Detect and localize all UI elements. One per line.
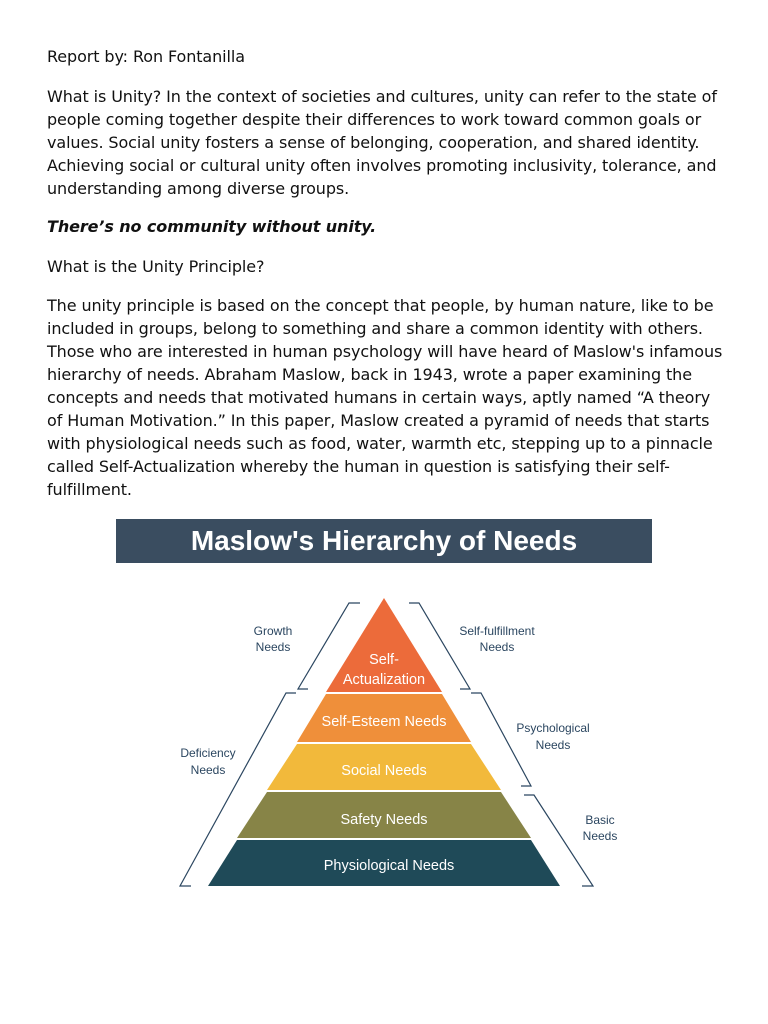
level-self-actualization-label-1: Self- xyxy=(369,652,399,668)
diagram-banner-title: Maslow's Hierarchy of Needs xyxy=(116,519,652,563)
self-fulfillment-needs-label-2: Needs xyxy=(479,640,515,654)
psychological-needs-label-1: Psychological xyxy=(516,721,590,735)
maslow-pyramid-diagram xyxy=(0,580,768,900)
psychological-needs-label-2: Needs xyxy=(535,738,571,752)
intro-paragraph: What is Unity? In the context of societies and cultures, unity can refer to the state of people coming together despite their differences to work toward common goals or values. Social unity fosters a sense of belonging, cooperation, and shared identity. Achieving social or cultural unity often involves promoting inclusivity, tolerance, and understanding among diverse groups. xyxy=(47,87,717,198)
level-self-esteem-label: Self-Esteem Needs xyxy=(321,714,447,730)
section-question: What is the Unity Principle? xyxy=(47,257,265,276)
level-self-actualization-label-2: Actualization xyxy=(342,672,426,688)
level-social-label: Social Needs xyxy=(341,763,427,779)
growth-needs-label-1: Growth xyxy=(253,624,293,638)
quote-line: There’s no community without unity. xyxy=(47,217,377,236)
self-fulfillment-needs-label-1: Self-fulfillment xyxy=(459,624,535,638)
author-line: Report by: Ron Fontanilla xyxy=(47,47,245,66)
level-safety-label: Safety Needs xyxy=(340,812,428,828)
deficiency-needs-label-2: Needs xyxy=(190,763,226,777)
basic-needs-label-1: Basic xyxy=(585,813,615,827)
principle-paragraph: The unity principle is based on the concept that people, by human nature, like to be included in groups, belong to something and share a common identity with others. Those who are interested in human psychology will have heard of Maslow's infamous hierarchy of needs. Abraham Maslow, back in 1943, wrote a paper examining the concepts and needs that motivated humans in certain ways, aptly named “A theory of Human Motivation.” In this paper, Maslow created a pyramid of needs that starts with physiological needs such as food, water, warmth etc, stepping up to a pinnacle called Self-Actualization whereby the human in question is satisfying their self-fulfillment. xyxy=(47,296,723,499)
deficiency-needs-label-1: Deficiency xyxy=(180,746,236,760)
level-physiological-label: Physiological Needs xyxy=(323,858,455,874)
basic-needs-label-2: Needs xyxy=(582,829,618,843)
growth-needs-label-2: Needs xyxy=(255,640,291,654)
